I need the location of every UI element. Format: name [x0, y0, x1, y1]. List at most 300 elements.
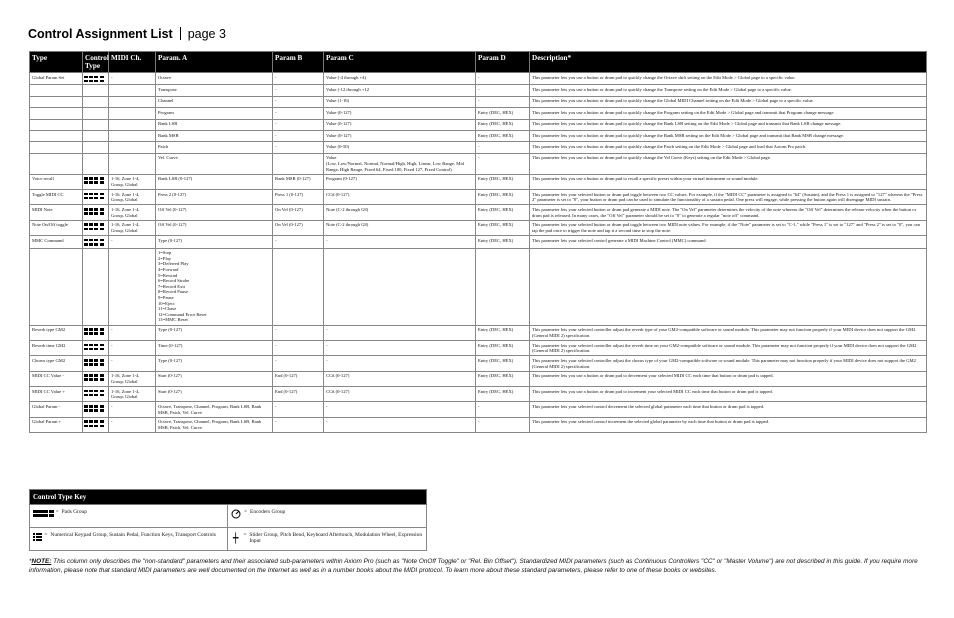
param-d-cell [476, 402, 530, 417]
param-b-text: End (0-127) [275, 388, 298, 394]
param-b-cell [273, 108, 324, 119]
param-a-cell [156, 356, 273, 371]
title-divider [180, 27, 181, 40]
param-b-cell [273, 220, 324, 235]
description-text: This parameter lets you use a button or drum pad to increment your selected MIDI CC each time that button or drum pad is tapped. [532, 388, 773, 394]
control-type-cell [83, 371, 109, 386]
param-b-text: - [275, 74, 277, 80]
param-a-text: Time (0-127) [158, 342, 183, 348]
param-a-cell [156, 108, 273, 119]
midi-ch-cell [109, 371, 156, 386]
type-cell [30, 108, 83, 119]
param-a-cell [156, 73, 273, 85]
midi-ch-cell [109, 402, 156, 417]
param-b-text: Press 1 (0-127) [275, 191, 304, 197]
param-d-text: - [478, 87, 480, 93]
table-row [30, 153, 927, 174]
type-cell [30, 73, 83, 85]
param-c-cell [324, 96, 476, 107]
param-c-cell [324, 108, 476, 119]
description-cell [530, 190, 927, 205]
table-row [30, 236, 927, 248]
key-title: Control Type Key [30, 490, 427, 505]
midi-ch-text: - [111, 404, 113, 410]
description-cell [530, 108, 927, 119]
control-type-cell [83, 190, 109, 205]
param-a-cell [156, 417, 273, 432]
table-body [30, 73, 927, 433]
type-cell [30, 205, 83, 220]
param-c-text: Value (-4 through +4) [326, 74, 366, 80]
midi-ch-cell [109, 325, 156, 340]
param-d-cell [476, 96, 530, 107]
type-text: Reverb time GM2 [32, 342, 66, 348]
control-type-cell [83, 153, 109, 174]
type-text: MIDI CC Value + [32, 388, 66, 394]
table-row [30, 142, 927, 153]
control-type-cell [83, 325, 109, 340]
midi-ch-text: 1-16, Zone 1-4, Group, Global [111, 373, 140, 384]
control-type-cell [83, 205, 109, 220]
param-c-cell [324, 402, 476, 417]
midi-ch-text: - [111, 74, 113, 80]
param-d-text: Entry (DEC, HEX) [478, 327, 514, 333]
table-row [30, 85, 927, 96]
description-text: This parameter lets you use a button or drum pad to quickly change the Bank MSB setting on the Edit Mode > Global page and transmit that Bank MSB change message. [532, 132, 844, 138]
param-c-cell [324, 325, 476, 340]
param-c-cell [324, 371, 476, 386]
param-b-text: - [275, 98, 277, 104]
param-c-text: Note (C-2 through G8) [326, 222, 369, 228]
param-b-text: - [275, 419, 277, 425]
param-c-text: Value (Low, Low/Normal, Normal, Normal/High, High, Linear, Low Range, Mid Range, High Range, Fixed 64, Fixed 100, Fixed 127, Fixed Control) [326, 155, 464, 172]
param-d-text: Entry (DEC, HEX) [478, 207, 514, 213]
param-c-cell [324, 417, 476, 432]
param-d-cell [476, 417, 530, 432]
midi-ch-text: 1-16, Zone 1-4, Group, Global [111, 222, 140, 233]
param-d-text: - [478, 74, 480, 80]
pads-group-icon [84, 420, 104, 427]
table-row [30, 248, 927, 325]
description-cell [530, 387, 927, 402]
description-text: This parameter lets your selected control generate a MIDI Machine Control (MMC) command [532, 237, 706, 243]
param-a-cell [156, 85, 273, 96]
description-text: This parameter lets your selected controller adjust the reverb time on your GM2-compatible software or sound module. This parameter may not function properly if your MIDI device does not support the GM2 (General MIDI 2) specification. [532, 342, 917, 354]
pads-group-icon [84, 405, 104, 412]
control-type-cell [83, 73, 109, 85]
description-text: This parameter lets you use a button or drum pad to quickly change the Vel Curve (Keys) setting on the Edit Mode > Global page. [532, 155, 771, 161]
description-cell [530, 417, 927, 432]
midi-ch-cell [109, 220, 156, 235]
midi-ch-text: - [111, 357, 113, 363]
param-d-cell [476, 340, 530, 355]
control-type-cell [83, 402, 109, 417]
param-d-text: Entry (DEC, HEX) [478, 222, 514, 228]
param-b-cell [273, 205, 324, 220]
param-b-text: - [275, 404, 277, 410]
param-b-cell [273, 153, 324, 174]
param-c-text: Value (0-50) [326, 143, 350, 149]
key-slider-label: Slider Group, Pitch Bend, Keyboard Aftertouch, Modulation Wheel, Expression Input [249, 532, 423, 545]
control-type-key [29, 489, 427, 551]
param-c-text: CC# (0-127) [326, 373, 350, 379]
table-row [30, 73, 927, 85]
description-cell [530, 220, 927, 235]
param-c-cell [324, 387, 476, 402]
description-cell [530, 96, 927, 107]
param-d-text: Entry (DEC, HEX) [478, 109, 514, 115]
description-text: This parameter lets you use a button or drum pad to decrement your selected MIDI CC each time that button or drum pad is tapped. [532, 373, 774, 379]
param-c-cell [324, 174, 476, 189]
param-d-cell [476, 73, 530, 85]
param-a-text: 1=Stop 2=Play 3=Deferred Play 4=Forward 5=Rewind 6=Record Strobe 7=Record Exit 8=Record Pause 9=Pause 10=Eject 11=Chase 12=Command Error Reset 13=MMC Reset [158, 250, 207, 323]
page-number: page 3 [187, 27, 226, 41]
col-header-param-d: Param D [476, 52, 530, 73]
param-a-text: Patch [158, 143, 169, 149]
param-b-text: On Vel (0-127) [275, 222, 303, 228]
midi-ch-cell [109, 130, 156, 141]
description-text: This parameter lets you use a button or drum pad to quickly change the Transpose setting on the Edit Mode > Global page to a specific value. [532, 87, 792, 93]
param-c-cell [324, 142, 476, 153]
param-b-cell [273, 387, 324, 402]
param-b-cell [273, 119, 324, 130]
param-a-text: Octave [158, 74, 172, 80]
col-header-type: Type [30, 52, 83, 73]
param-c-cell [324, 340, 476, 355]
param-a-cell [156, 340, 273, 355]
description-text: This parameter lets your selected button or drum pad generate a MIDI note. The "On Vel" parameter determines the velocity of the note whereas the "Off Vel" determines the release velocity when the button or drum pad is released. In many cases, the "Off Vel" parameter should be set to "0" to generate a regular "note off" command. [532, 207, 917, 218]
param-c-text: Value (0-127) [326, 121, 352, 127]
param-d-text: Entry (DEC, HEX) [478, 357, 514, 363]
description-text: This parameter lets your selected controller adjust the reverb type of your GM2-compatible software or sound module. This parameter may not function properly if your MIDI device does not support the GM2 (General MIDI 2) specification. [532, 327, 916, 338]
control-type-cell [83, 174, 109, 189]
description-text: This parameter lets your selected control decrement the selected global parameter each time that button or drum pad is tapped. [532, 404, 765, 410]
param-d-cell [476, 85, 530, 96]
param-b-text: End (0-127) [275, 373, 298, 379]
midi-ch-text: 1-16, Zone 1-4, Group, Global [111, 388, 140, 400]
param-d-cell [476, 236, 530, 248]
table-row [30, 190, 927, 205]
midi-ch-cell [109, 153, 156, 174]
param-a-text: Bank MSB [158, 132, 179, 138]
description-text: This parameter lets you use a button or drum pad to quickly change the Global MIDI Channel setting on the Edit Mode > Global page to a specific value. [532, 98, 814, 104]
table-row [30, 371, 927, 386]
midi-ch-cell [109, 142, 156, 153]
type-cell [30, 325, 83, 340]
param-d-text: - [478, 155, 480, 161]
param-c-cell [324, 220, 476, 235]
param-a-text: Type (0-127) [158, 237, 183, 243]
description-cell [530, 325, 927, 340]
col-header-param-a: Param. A [156, 52, 273, 73]
param-a-text: Type (0-127) [158, 357, 183, 363]
param-c-text: CC# (0-127) [326, 388, 350, 394]
pads-group-icon [33, 510, 53, 517]
description-cell [530, 153, 927, 174]
type-text: Reverb type GM2 [32, 327, 66, 333]
param-b-cell [273, 340, 324, 355]
type-cell [30, 387, 83, 402]
table-row [30, 417, 927, 432]
param-c-text: Program (0-127) [326, 176, 357, 182]
midi-ch-cell [109, 108, 156, 119]
table-row [30, 325, 927, 340]
param-a-text: Type (0-127) [158, 327, 183, 333]
pads-group-icon [84, 344, 104, 351]
type-cell [30, 236, 83, 248]
key-encoders-label: Encoders Group [250, 509, 286, 515]
param-d-text: Entry (DEC, HEX) [478, 342, 514, 348]
param-b-cell [273, 73, 324, 85]
type-cell [30, 402, 83, 417]
param-b-cell [273, 142, 324, 153]
table-row [30, 108, 927, 119]
param-c-text: - [326, 357, 328, 363]
param-d-cell [476, 119, 530, 130]
control-type-cell [83, 119, 109, 130]
control-type-cell [83, 85, 109, 96]
param-a-cell [156, 174, 273, 189]
pads-group-icon [84, 239, 104, 246]
param-b-text: - [275, 342, 277, 348]
control-type-cell [83, 142, 109, 153]
param-b-text: - [275, 237, 277, 243]
param-d-text: - [478, 98, 480, 104]
param-b-text: Bank MSB (0-127) [275, 176, 311, 182]
param-a-cell [156, 190, 273, 205]
midi-ch-cell [109, 73, 156, 85]
param-b-text: On Vel (0-127) [275, 207, 303, 213]
midi-ch-cell [109, 340, 156, 355]
table-row [30, 205, 927, 220]
table-row [30, 130, 927, 141]
midi-ch-text: - [111, 342, 113, 348]
param-c-cell [324, 73, 476, 85]
type-cell [30, 153, 83, 174]
param-d-text: Entry (DEC, HEX) [478, 388, 514, 394]
pads-group-icon [84, 223, 104, 230]
param-d-cell [476, 356, 530, 371]
type-text: Global Param Set [32, 74, 65, 80]
midi-ch-cell [109, 190, 156, 205]
pads-group-icon [84, 177, 104, 184]
key-equals: = [244, 509, 248, 515]
param-d-cell [476, 174, 530, 189]
description-cell [530, 73, 927, 85]
table-row [30, 220, 927, 235]
param-d-cell [476, 220, 530, 235]
description-text: This parameter lets you use a button or drum pad to quickly change the Octave shift setting on the Edit Mode > Global page to a specific value. [532, 74, 796, 80]
control-type-cell [83, 96, 109, 107]
param-d-cell [476, 108, 530, 119]
description-text: This parameter lets your selected control increment the selected global parameter by each time that button or drum pad is tapped. [532, 419, 770, 425]
param-a-text: Octave, Transpose, Channel, Program, Bank LSB, Bank MSB, Patch, Vel. Curve [158, 404, 262, 415]
description-text: This parameter lets you use a button or drum pad to quickly change the Program setting on the Edit Mode > Global page and transmit that Program change message. [532, 109, 835, 115]
param-c-cell [324, 356, 476, 371]
description-cell [530, 402, 927, 417]
description-cell [530, 85, 927, 96]
control-type-cell [83, 340, 109, 355]
midi-ch-text: 1-16, Zone 1-4, Group, Global [111, 207, 140, 218]
param-a-text: Bank LSB (0-127) [158, 176, 193, 182]
param-a-text: Bank LSB [158, 121, 178, 127]
midi-ch-text: 1-16, Zone 1-4, Group, Global [111, 191, 140, 203]
pads-group-icon [84, 193, 104, 200]
param-d-cell [476, 142, 530, 153]
type-cell [30, 356, 83, 371]
param-c-text: - [326, 327, 328, 333]
param-b-cell [273, 248, 324, 325]
description-cell [530, 356, 927, 371]
key-numeric-label: Numerical Keypad Group, Sustain Pedal, Function Keys, Transport Controls [50, 532, 216, 538]
description-cell [530, 174, 927, 189]
param-c-text: - [326, 404, 328, 410]
table-row [30, 174, 927, 189]
param-d-text: Entry (DEC, HEX) [478, 237, 514, 243]
description-text: This parameter lets your selected controller adjust the chorus type of your GM2-compatible software or sound module. This parameter may not function properly if your MIDI device does not support the GM2 (General MIDI 2) specification. [532, 357, 916, 369]
control-type-cell [83, 417, 109, 432]
param-d-text: - [478, 419, 480, 425]
param-c-text: Note (C-2 through G8) [326, 207, 369, 213]
param-a-cell [156, 371, 273, 386]
table-row [30, 96, 927, 107]
type-cell [30, 248, 83, 325]
param-a-cell [156, 387, 273, 402]
param-d-cell [476, 387, 530, 402]
type-cell [30, 130, 83, 141]
param-c-cell [324, 236, 476, 248]
key-numeric-cell [30, 528, 228, 551]
key-pads-label: Pads Group [61, 509, 87, 515]
param-b-cell [273, 130, 324, 141]
control-type-cell [83, 356, 109, 371]
type-text: Voice recall [32, 176, 54, 182]
param-b-text: - [275, 109, 277, 115]
midi-ch-cell [109, 174, 156, 189]
param-b-text: - [275, 132, 277, 138]
pads-group-icon [84, 359, 104, 366]
description-cell [530, 236, 927, 248]
param-d-text: Entry (DEC, HEX) [478, 191, 514, 197]
col-header-param-c: Param C [324, 52, 476, 73]
type-cell [30, 371, 83, 386]
param-a-text: Channel [158, 98, 174, 104]
footnote: *NOTE: This column only describes the "non-standard" parameters and their associated sub-parameters within Axiom Pro (such as "Note OnOff Toggle" or "Rel. Bin Offset"). Standardized MIDI parameters (such as Continuous Controllers "CC" or "Master Volume") are not described in this guide. If you require more information, please note that standard MIDI parameters are well documented on the Internet as well as in a number books about the MIDI protocol. To learn more about these standard parameters, please refer to one of these books or websites. [29, 558, 918, 574]
param-b-text: - [275, 357, 277, 363]
param-a-cell [156, 402, 273, 417]
param-a-cell [156, 153, 273, 174]
type-cell [30, 174, 83, 189]
param-b-text: - [275, 121, 277, 127]
pads-group-icon [84, 390, 104, 397]
page-title: Control Assignment List [28, 27, 173, 41]
numeric-keypad-group-icon [33, 533, 41, 542]
control-type-cell [83, 387, 109, 402]
param-c-cell [324, 85, 476, 96]
description-cell [530, 205, 927, 220]
description-cell [530, 142, 927, 153]
key-equals: = [55, 509, 59, 515]
type-text: Note On/Off toggle [32, 222, 68, 228]
midi-ch-text: - [111, 237, 113, 243]
midi-ch-cell [109, 356, 156, 371]
col-header-description: Description* [530, 52, 927, 73]
param-a-cell [156, 96, 273, 107]
table-row [30, 340, 927, 355]
midi-ch-cell [109, 205, 156, 220]
midi-ch-cell [109, 417, 156, 432]
type-text: MIDI CC Value - [32, 373, 64, 379]
param-c-text: Value (-12 through +12 [326, 87, 370, 93]
midi-ch-cell [109, 387, 156, 402]
param-a-text: Vel. Curve [158, 155, 178, 161]
type-text: Global Param + [32, 419, 62, 425]
param-c-cell [324, 130, 476, 141]
param-b-cell [273, 174, 324, 189]
table-row [30, 119, 927, 130]
param-d-cell [476, 205, 530, 220]
param-c-text: Value (1-16) [326, 98, 350, 104]
param-c-cell [324, 205, 476, 220]
type-text: Toggle MIDI CC [32, 191, 64, 197]
description-cell [530, 371, 927, 386]
param-c-text: - [326, 419, 328, 425]
type-cell [30, 85, 83, 96]
description-text: This parameter lets your selected button or drum pad toggle between two CC values. For example, if the "MIDI CC" parameter is assigned to "64" (Sustain), and the Press 1 is assigned to "127" whereas the "Press 2" parameter is set to "0", your button or drum pad can be used to simulate the functionality of a sustain pedal. One press will engage, while pressing the button again will disengage MIDI sustain. [532, 191, 923, 203]
table-row [30, 356, 927, 371]
key-pads-cell [30, 505, 228, 528]
param-c-text: - [326, 342, 328, 348]
param-c-text: Value (0-127) [326, 132, 352, 138]
pads-group-icon [84, 374, 104, 381]
param-c-text: Value (0-127) [326, 109, 352, 115]
footnote-label: NOTE: [31, 558, 52, 565]
param-a-text: Program [158, 109, 174, 115]
description-text: This parameter lets you use a button or drum pad to quickly change the Bank LSB setting on the Edit Mode > Global page and transmit that Bank LSB change message. [532, 121, 842, 127]
midi-ch-cell [109, 119, 156, 130]
col-header-midi-ch: MIDI Ch. [109, 52, 156, 73]
key-equals: = [243, 532, 247, 538]
param-d-cell [476, 130, 530, 141]
pads-group-icon [84, 328, 104, 335]
col-header-param-b: Param B [273, 52, 324, 73]
control-type-cell [83, 220, 109, 235]
col-header-control-type: Control Type [83, 52, 109, 73]
pads-group-icon [84, 208, 104, 215]
param-d-cell [476, 325, 530, 340]
table-row [30, 387, 927, 402]
midi-ch-cell [109, 85, 156, 96]
param-d-text: Entry (DEC, HEX) [478, 176, 514, 182]
description-text: This parameter lets you use a button or drum pad to recall a specific preset within your virtual instrument or sound module. [532, 176, 759, 182]
type-cell [30, 340, 83, 355]
key-slider-cell [228, 528, 427, 551]
midi-ch-text: - [111, 419, 113, 425]
midi-ch-cell [109, 236, 156, 248]
page-header [28, 25, 226, 43]
type-text: Global Param - [32, 404, 61, 410]
param-b-cell [273, 190, 324, 205]
midi-ch-cell [109, 96, 156, 107]
param-a-cell [156, 236, 273, 248]
description-cell [530, 340, 927, 355]
type-cell [30, 96, 83, 107]
description-cell [530, 119, 927, 130]
description-text: This parameter lets you use a button or drum pad to quickly change the Patch setting on the Edit Mode > Global page and load that Axiom Pro patch. [532, 143, 807, 149]
type-cell [30, 142, 83, 153]
param-d-text: Entry (DEC, HEX) [478, 121, 514, 127]
param-a-text: Off Vel (0-127) [158, 207, 187, 213]
